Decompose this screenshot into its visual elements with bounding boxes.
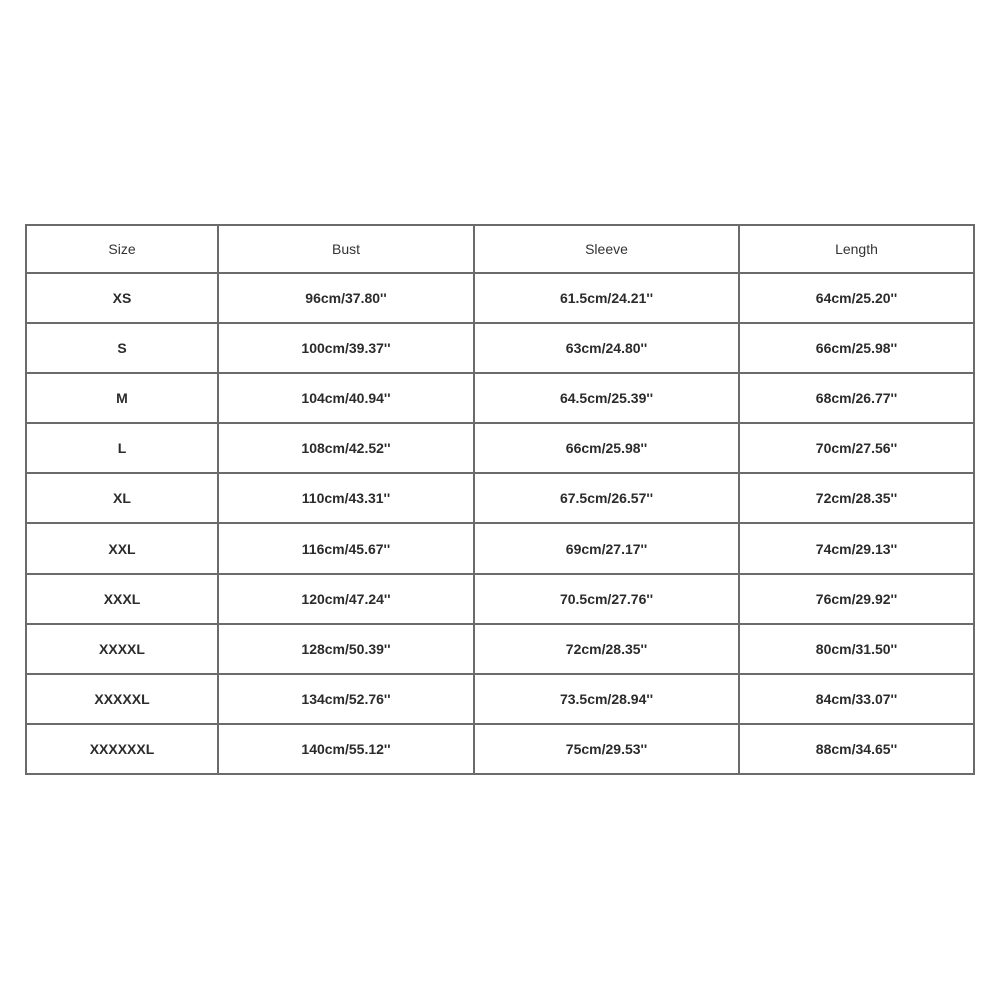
cell-bust: 100cm/39.37'' [219, 324, 475, 374]
cell-sleeve: 63cm/24.80'' [475, 324, 740, 374]
cell-bust: 116cm/45.67'' [219, 524, 475, 574]
cell-bust: 110cm/43.31'' [219, 474, 475, 524]
cell-length: 70cm/27.56'' [740, 424, 975, 474]
cell-length: 64cm/25.20'' [740, 274, 975, 324]
cell-bust: 120cm/47.24'' [219, 575, 475, 625]
cell-length: 84cm/33.07'' [740, 675, 975, 725]
cell-length: 80cm/31.50'' [740, 625, 975, 675]
table-row [27, 424, 975, 474]
table-row [27, 474, 975, 524]
cell-bust: 140cm/55.12'' [219, 725, 475, 775]
cell-length: 68cm/26.77'' [740, 374, 975, 424]
table-row [27, 374, 975, 424]
table-row [27, 725, 975, 775]
cell-size: XXXXXXL [27, 725, 219, 775]
cell-bust: 104cm/40.94'' [219, 374, 475, 424]
cell-size: XXXXXL [27, 675, 219, 725]
cell-sleeve: 73.5cm/28.94'' [475, 675, 740, 725]
header-size: Size [27, 226, 219, 274]
cell-size: XXL [27, 524, 219, 574]
table-row [27, 524, 975, 574]
cell-sleeve: 61.5cm/24.21'' [475, 274, 740, 324]
cell-size: XXXL [27, 575, 219, 625]
table-row [27, 625, 975, 675]
cell-sleeve: 67.5cm/26.57'' [475, 474, 740, 524]
table-row [27, 675, 975, 725]
cell-sleeve: 70.5cm/27.76'' [475, 575, 740, 625]
cell-bust: 96cm/37.80'' [219, 274, 475, 324]
size-chart-table [25, 224, 975, 775]
cell-sleeve: 69cm/27.17'' [475, 524, 740, 574]
header-sleeve: Sleeve [475, 226, 740, 274]
cell-length: 72cm/28.35'' [740, 474, 975, 524]
table-body [27, 274, 975, 775]
cell-size: XL [27, 474, 219, 524]
cell-size: S [27, 324, 219, 374]
cell-sleeve: 75cm/29.53'' [475, 725, 740, 775]
cell-size: M [27, 374, 219, 424]
cell-size: XS [27, 274, 219, 324]
cell-length: 74cm/29.13'' [740, 524, 975, 574]
cell-length: 76cm/29.92'' [740, 575, 975, 625]
cell-bust: 128cm/50.39'' [219, 625, 475, 675]
cell-sleeve: 66cm/25.98'' [475, 424, 740, 474]
table-row [27, 324, 975, 374]
cell-bust: 108cm/42.52'' [219, 424, 475, 474]
table-header-row [27, 226, 975, 274]
cell-length: 66cm/25.98'' [740, 324, 975, 374]
cell-size: L [27, 424, 219, 474]
cell-length: 88cm/34.65'' [740, 725, 975, 775]
cell-sleeve: 64.5cm/25.39'' [475, 374, 740, 424]
header-bust: Bust [219, 226, 475, 274]
table-row [27, 575, 975, 625]
header-length: Length [740, 226, 975, 274]
cell-sleeve: 72cm/28.35'' [475, 625, 740, 675]
table-row [27, 274, 975, 324]
cell-bust: 134cm/52.76'' [219, 675, 475, 725]
cell-size: XXXXL [27, 625, 219, 675]
